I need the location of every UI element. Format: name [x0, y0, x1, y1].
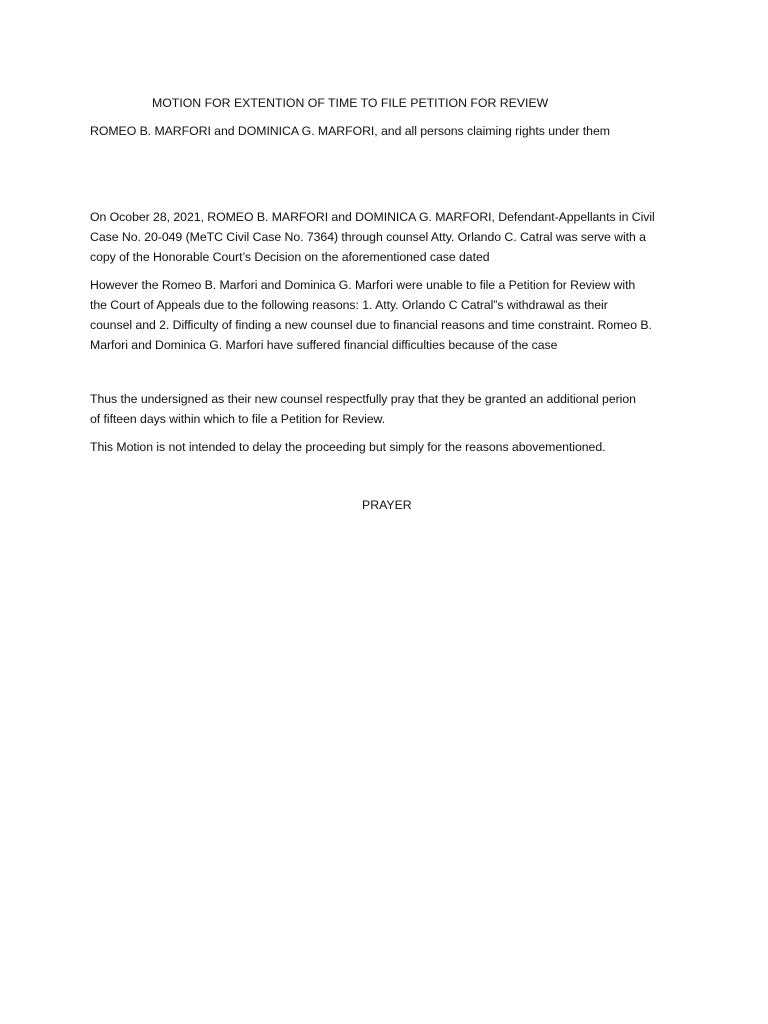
paragraph-line: counsel and 2. Difficulty of finding a new counsel due to financial reasons and time constraint. Romeo B. — [90, 318, 652, 332]
paragraph-line: Case No. 20-049 (MeTC Civil Case No. 7364) through counsel Atty. Orlando C. Catral was serve with a — [90, 230, 646, 244]
parties-line: ROMEO B. MARFORI and DOMINICA G. MARFORI, and all persons claiming rights under them — [90, 124, 610, 138]
paragraph-request — [90, 389, 680, 429]
paragraph-line: However the Romeo B. Marfori and Dominica G. Marfori were unable to file a Petition for Review with — [90, 278, 636, 292]
prayer-heading: PRAYER — [362, 498, 412, 512]
paragraph-line: Marfori and Dominica G. Marfori have suffered financial difficulties because of the case — [90, 338, 558, 352]
document-title: MOTION FOR EXTENTION OF TIME TO FILE PETITION FOR REVIEW — [152, 96, 549, 110]
paragraph-line: copy of the Honorable Court’s Decision on the aforementioned case dated — [90, 250, 490, 264]
paragraph-intent: This Motion is not intended to delay the proceeding but simply for the reasons abovementioned. — [90, 440, 606, 454]
paragraph-line: Thus the undersigned as their new counsel respectfully pray that they be granted an additional perion — [90, 392, 636, 406]
paragraph-line: the Court of Appeals due to the following reasons: 1. Atty. Orlando C Catral”s withdrawal as their — [90, 298, 608, 312]
paragraph-service-of-decision — [90, 207, 680, 267]
paragraph-reasons — [90, 275, 680, 355]
paragraph-line: of fifteen days within which to file a Petition for Review. — [90, 412, 386, 426]
paragraph-line: On Ocober 28, 2021, ROMEO B. MARFORI and DOMINICA G. MARFORI, Defendant-Appellants in Civil — [90, 210, 655, 224]
